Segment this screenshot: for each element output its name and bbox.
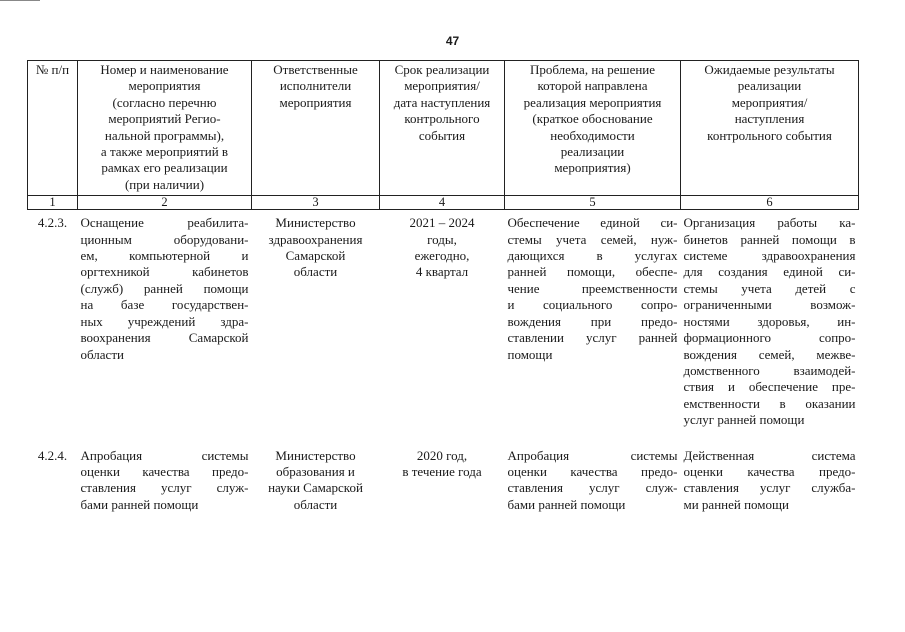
column-index: 5 xyxy=(505,196,681,210)
term-line: в течение года xyxy=(402,463,482,479)
term-line: годы, xyxy=(427,231,457,247)
problem-line: ранней помощи, обеспе- xyxy=(507,264,678,280)
problem-cell xyxy=(505,429,681,514)
executors-line: области xyxy=(293,264,338,280)
header-number: № п/п xyxy=(28,61,78,196)
executors-cell xyxy=(252,429,380,514)
measure-name-cell xyxy=(78,429,252,514)
row-number-cell: 4.2.4. xyxy=(37,447,68,463)
expected-result-line: оценки качества предо- xyxy=(683,463,856,479)
executors-line: Самарской xyxy=(285,248,346,264)
executors-line: здравоохранения xyxy=(268,231,363,247)
executors-line: Министерство xyxy=(275,447,356,463)
measure-name-line: воохранения Самарской xyxy=(80,330,249,346)
expected-result-line: бинетов ранней помощи в xyxy=(683,231,856,247)
measure-name-line: оценки качества предо- xyxy=(80,463,249,479)
executors-line: науки Самарской xyxy=(268,480,363,496)
problem-line: и социального сопро- xyxy=(507,297,678,313)
problem-line: ставлении услуг ранней xyxy=(507,330,678,346)
expected-result-line: услуг ранней помощи xyxy=(683,412,805,428)
problem-line: Обеспечение единой си- xyxy=(507,215,678,231)
expected-result-line: ставления услуг служба- xyxy=(683,480,856,496)
table-row xyxy=(28,429,859,514)
measure-name-line: на базе государствен- xyxy=(80,297,249,313)
executors-line: области xyxy=(293,496,338,512)
header-measure-name: Номер и наименование мероприятия (согласно перечню мероприятий Регио- нальной программы), а также мероприятий в рамках его реализации (при наличии) xyxy=(78,61,252,196)
measure-name-line: Оснащение реабилита- xyxy=(80,215,249,231)
column-index: 3 xyxy=(252,196,380,210)
column-index-row xyxy=(28,196,859,210)
expected-result-line: емственности в оказании xyxy=(683,395,856,411)
measure-name-line: (служб) ранней помощи xyxy=(80,280,249,296)
problem-line: ставления услуг служ- xyxy=(507,480,678,496)
measure-name-line: ционным оборудовани- xyxy=(80,231,249,247)
expected-result-line: стемы учета детей с xyxy=(683,280,856,296)
term-line: 2021 – 2024 xyxy=(409,215,475,231)
expected-result-line: вождения семей, межве- xyxy=(683,346,856,362)
expected-result-cell xyxy=(681,429,859,514)
column-index: 6 xyxy=(681,196,859,210)
expected-result-line: формационного сопро- xyxy=(683,330,856,346)
problem-line: помощи xyxy=(507,346,553,362)
problem-line: вождения при предо- xyxy=(507,313,678,329)
executors-line: Министерство xyxy=(275,215,356,231)
expected-result-line: Действенная система xyxy=(683,447,856,463)
page-number: 47 xyxy=(445,34,460,48)
expected-result-line: системе здравоохранения xyxy=(683,248,856,264)
header-problem: Проблема, на решение которой направлена реализация мероприятия (краткое обоснование необходимости реализации мероприятия) xyxy=(505,61,681,196)
measure-name-line: области xyxy=(80,346,124,362)
measure-name-cell xyxy=(78,210,252,429)
measure-name-line: ем, компьютерной и xyxy=(80,248,249,264)
executors-cell xyxy=(252,210,380,429)
problem-line: дающихся в услугах xyxy=(507,248,678,264)
measure-name-line: бами ранней помощи xyxy=(80,496,199,512)
problem-line: чение преемственности xyxy=(507,280,678,296)
problem-line: Апробация системы xyxy=(507,447,678,463)
expected-result-line: ми ранней помощи xyxy=(683,496,789,512)
term-cell xyxy=(380,429,505,514)
column-index: 2 xyxy=(78,196,252,210)
column-index: 4 xyxy=(380,196,505,210)
expected-result-line: для создания единой си- xyxy=(683,264,856,280)
expected-result-line: ограниченными возмож- xyxy=(683,297,856,313)
measure-name-line: Апробация системы xyxy=(80,447,249,463)
header-expected-results: Ожидаемые результаты реализации мероприятия/ наступления контрольного события xyxy=(681,61,859,196)
expected-result-line: ствия и обеспечение пре- xyxy=(683,379,856,395)
problem-line: оценки качества предо- xyxy=(507,463,678,479)
measures-table xyxy=(27,60,859,513)
problem-cell xyxy=(505,210,681,429)
term-cell xyxy=(380,210,505,429)
executors-line: образования и xyxy=(276,463,355,479)
table-header-row xyxy=(28,61,859,196)
scan-edge-mark xyxy=(0,0,40,1)
column-index: 1 xyxy=(28,196,78,210)
measure-name-line: оргтехникой кабинетов xyxy=(80,264,249,280)
term-line: 4 квартал xyxy=(415,264,469,280)
problem-line: бами ранней помощи xyxy=(507,496,626,512)
header-executors: Ответственные исполнители мероприятия xyxy=(252,61,380,196)
measure-name-line: ставления услуг служ- xyxy=(80,480,249,496)
expected-result-line: Организация работы ка- xyxy=(683,215,856,231)
header-term: Срок реализации мероприятия/ дата наступления контрольного события xyxy=(380,61,505,196)
expected-result-line: домственного взаимодей- xyxy=(683,362,856,378)
row-number-cell: 4.2.3. xyxy=(37,215,68,231)
problem-line: стемы учета семей, нуж- xyxy=(507,231,678,247)
expected-result-cell xyxy=(681,210,859,429)
table-row xyxy=(28,210,859,429)
expected-result-line: ностями здоровья, ин- xyxy=(683,313,856,329)
term-line: ежегодно, xyxy=(414,248,470,264)
measure-name-line: ных учреждений здра- xyxy=(80,313,249,329)
term-line: 2020 год, xyxy=(416,447,468,463)
